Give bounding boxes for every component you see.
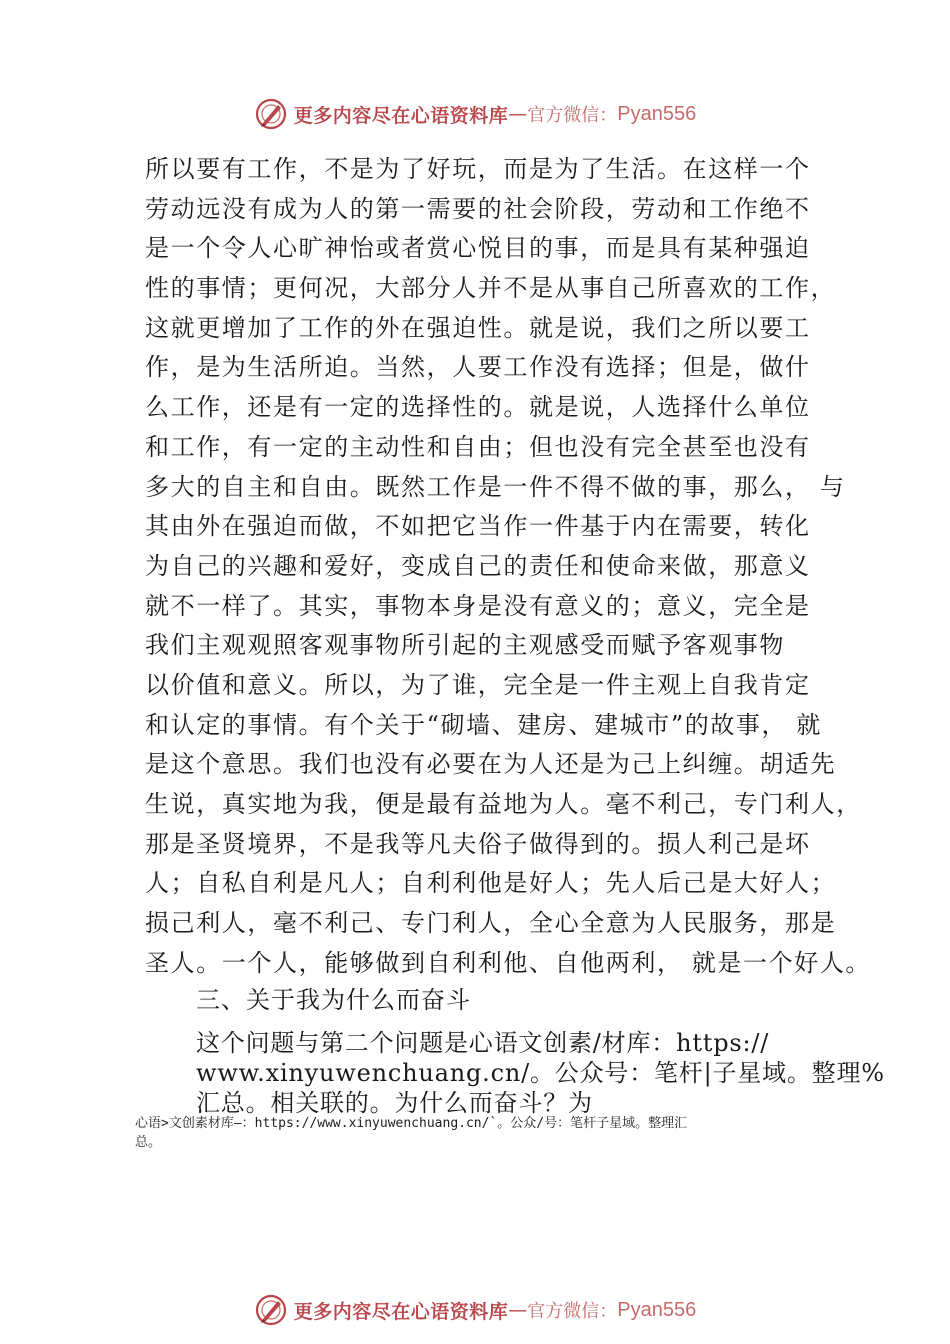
body-line: 为自己的兴趣和爱好，变成自己的责任和使命来做，那意义 [145,551,811,580]
body-line: 这就更增加了工作的外在强迫性。就是说，我们之所以要工 [145,313,811,342]
second-paragraph [196,1028,885,1118]
body-line: 人；自私自利是凡人；自利利他是好人；先人后己是大好人； [145,869,837,898]
para2-line: 这个问题与第二个问题是心语文创素/材库：https:// [196,1029,770,1057]
body-paragraph [145,150,872,983]
footer-banner [0,1290,950,1330]
banner-wechat-id: Pyan556 [617,1298,697,1321]
para2-line: www.xinyuwenchuang.cn/。公众号：笔杆|子星域。整理% [196,1059,885,1087]
body-line: 性的事情；更何况，大部分人并不是从事自己所喜欢的工作， [145,274,837,303]
banner-official-label: 官方微信： [527,105,618,126]
para2-line: 汇总。相关联的。为什么而奋斗？为 [196,1089,593,1117]
body-line: 损己利人，毫不利己、专门利人，全心全意为人民服务，那是 [145,909,837,938]
pen-logo-icon [254,1293,288,1327]
body-line: 其由外在强迫而做，不如把它当作一件基于内在需要，转化 [145,512,811,541]
body-line: 作，是为生活所迫。当然，人要工作没有选择；但是，做什 [145,353,811,382]
body-line: 和工作，有一定的主动性和自由；但也没有完全甚至也没有 [145,432,811,461]
pen-logo-icon [254,97,288,131]
body-line: 生说，真实地为我，便是最有益地为人。毫不利己，专门利人， [145,790,862,818]
banner-title: 更多内容尽在心语资料库 [293,1300,509,1323]
body-line: 劳动远没有成为人的第一需要的社会阶段，劳动和工作绝不 [145,194,811,223]
section-heading: 三、关于我为什么而奋斗 [196,986,471,1014]
body-line: 所以要有工作，不是为了好玩，而是为了生活。在这样一个 [145,155,811,183]
body-line: 就不一样了。其实，事物本身是没有意义的；意义，完全是 [145,591,811,620]
body-line: 多大的自主和自由。既然工作是一件不得不做的事，那么， 与 [145,472,846,501]
banner-separator: — [508,1299,528,1321]
banner-title: 更多内容尽在心语资料库 [293,104,509,127]
footnote [135,1114,835,1152]
footnote-line: 心语>文创素材库—：https://www.xinyuwenchuang.cn/`。公众/号：笔杆子星域。整理汇 [135,1116,688,1131]
banner-wechat-id: Pyan556 [617,102,697,125]
header-banner [0,94,950,134]
body-line: 和认定的事情。有个关于“砌墙、建房、建城市”的故事， 就 [145,710,822,739]
body-line: 圣人。一个人，能够做到自利利他、自他两利， 就是一个好人。 [145,948,872,977]
banner-separator: — [508,103,528,125]
body-line: 么工作，还是有一定的选择性的。就是说，人选择什么单位 [145,393,811,422]
banner-official-label: 官方微信： [527,1301,618,1322]
body-line: 我们主观观照客观事物所引起的主观感受而赋予客观事物 [145,631,785,660]
footnote-line: 总。 [135,1135,162,1150]
body-line: 是一个令人心旷神怡或者赏心悦目的事，而是具有某种强迫 [145,234,811,263]
body-line: 是这个意思。我们也没有必要在为人还是为己上纠缠。胡适先 [145,750,837,779]
body-line: 以价值和意义。所以，为了谁，完全是一件主观上自我肯定 [145,670,811,699]
body-line: 那是圣贤境界，不是我等凡夫俗子做得到的。损人利己是坏 [145,829,811,858]
